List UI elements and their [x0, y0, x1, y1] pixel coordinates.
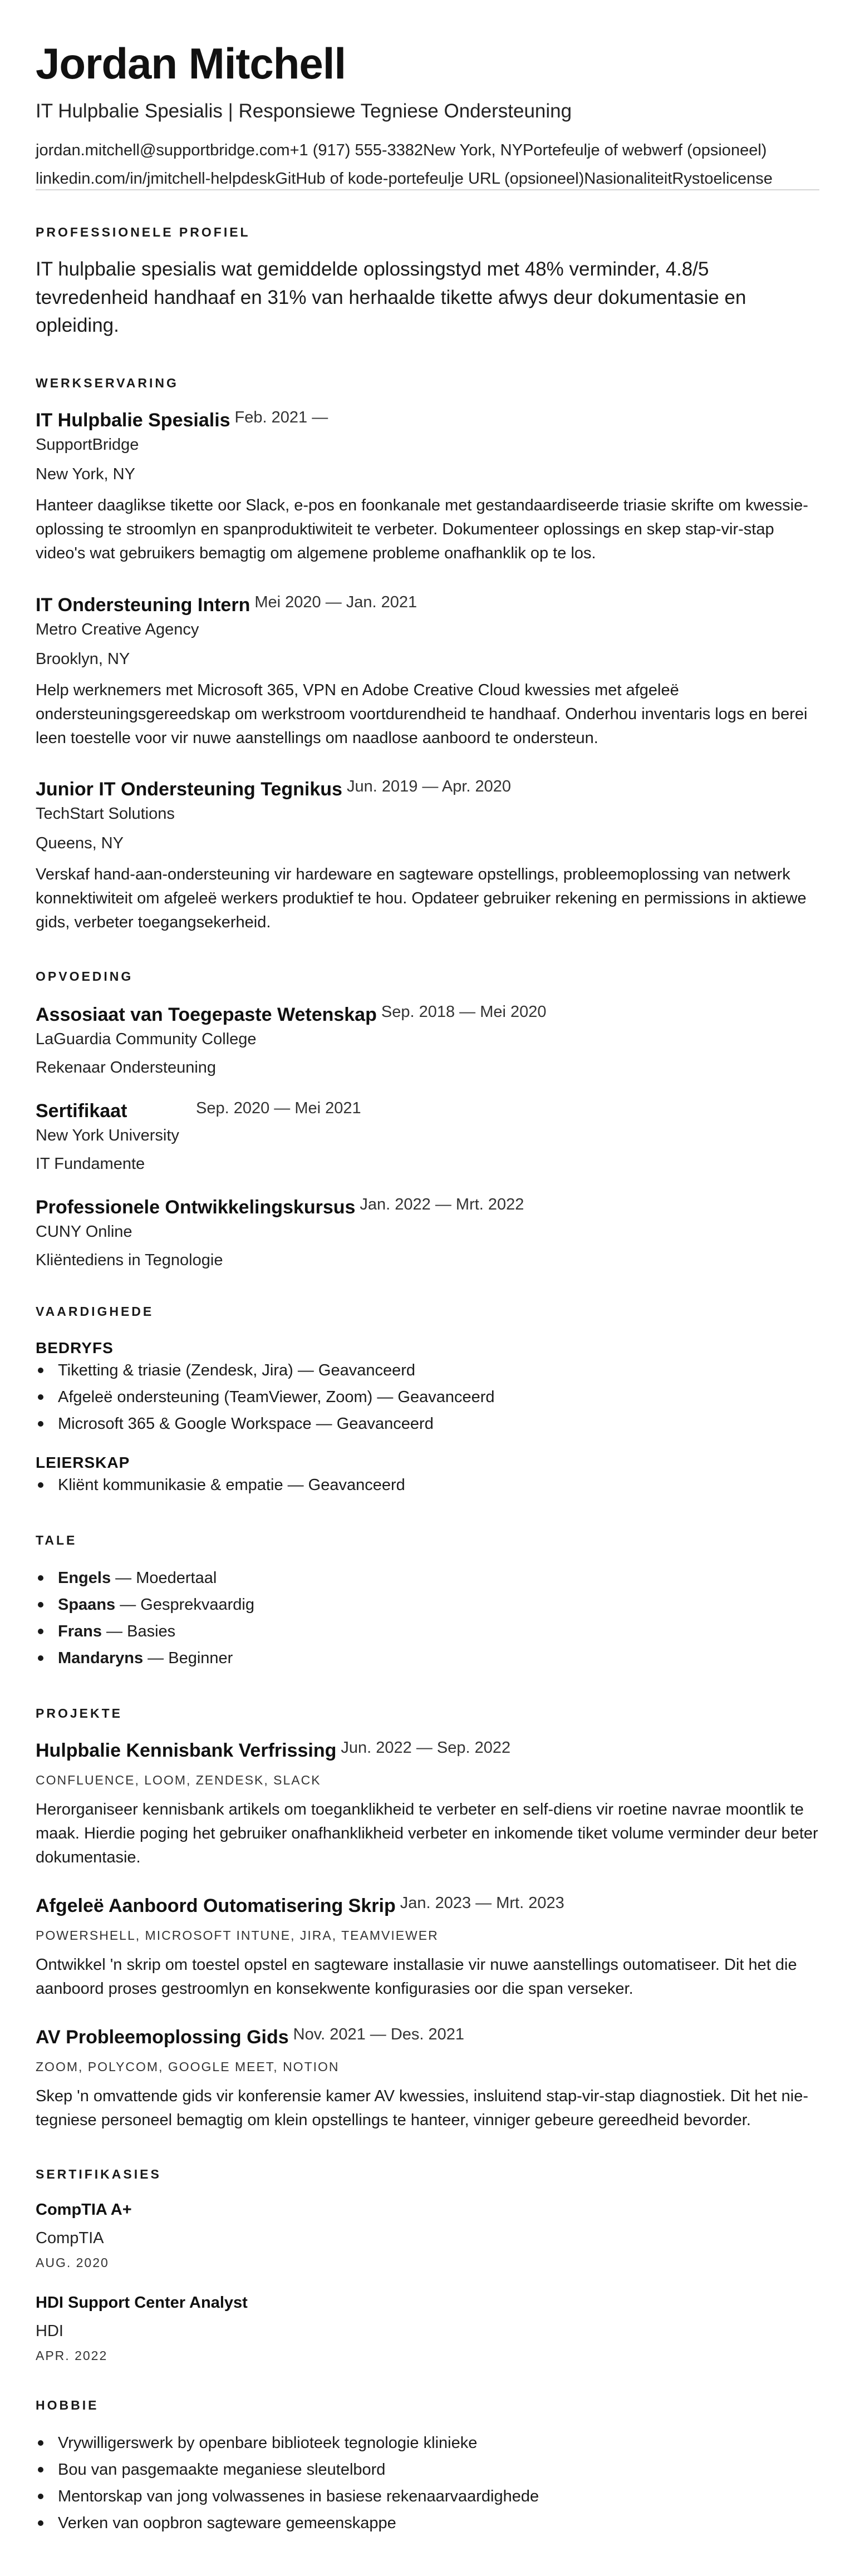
language-list — [36, 1565, 819, 1672]
job-dates: Jun. 2019 — Apr. 2020 — [346, 778, 512, 796]
certification-name: CompTIA A+ — [36, 2200, 132, 2219]
job-company: Metro Creative Agency — [36, 620, 199, 638]
job-location: New York, NY — [36, 465, 135, 484]
education-entry — [36, 1004, 819, 1077]
section-title-projects: PROJEKTE — [36, 1706, 122, 1721]
language-level: — Basies — [101, 1623, 176, 1641]
hobby-item: Verken van oopbron sagteware gemeenskappe — [36, 2510, 819, 2536]
job-dates: Mei 2020 — Jan. 2021 — [254, 593, 417, 611]
certifications-section — [36, 2167, 819, 2363]
project-tech: ZOOM, POLYCOM, GOOGLE MEET, NOTION — [36, 2059, 340, 2074]
language-name: Engels — [58, 1569, 111, 1587]
contact-linkedin[interactable]: linkedin.com/in/jmitchell-helpdesk — [36, 169, 276, 188]
contact-nationality: Nasionaliteit — [584, 169, 672, 188]
hobby-item: Mentorskap van jong volwassenes in basiese rekenaarvaardighede — [36, 2483, 819, 2510]
skill-group-title: BEDRYFS — [36, 1339, 114, 1357]
job-description: Help werknemers met Microsoft 365, VPN en Adobe Creative Cloud kwessies met afgeleë ondersteuningsgereedskap om werkstroom voortdurendheid te handhaaf. Onderhou inventaris logs en berei leen toestelle voor vir nuwe aanstellings om naadlose aanboord te ondersteun. — [36, 681, 808, 747]
skill-list — [36, 1357, 819, 1437]
hobby-item: Bou van pasgemaakte meganiese sleutelbord — [36, 2456, 819, 2483]
project-header — [36, 1895, 819, 1917]
section-title-work: WERKSERVARING — [36, 376, 179, 391]
education-dates: Jan. 2022 — Mrt. 2022 — [360, 1196, 524, 1214]
language-level: — Gesprekvaardig — [115, 1596, 254, 1614]
education-header — [36, 1197, 819, 1218]
education-field: Rekenaar Ondersteuning — [36, 1059, 217, 1077]
resume-header — [36, 40, 819, 190]
certification-name: HDI Support Center Analyst — [36, 2293, 248, 2312]
job-description: Hanteer daaglikse tikette oor Slack, e-pos en foonkanale met gestandaardiseerde triasie skrifte om kwessie-oplossing te stroomlyn en spanproduktiwiteit te verbeter. Dokumenteer oplossings en skep stap-vir-stap video's wat gebruikers bemagtig om algemene probleme onafhanklik op te los. — [36, 496, 808, 562]
job-description: Verskaf hand-aan-ondersteuning vir hardeware en sagteware opstellings, probleemoplossing van netwerk konnektiwiteit om afgeleë werkers produktief te hou. Opdateer gebruiker rekening en permissions in aktiewe gids, verbeter toegangsekerheid. — [36, 866, 807, 932]
project-tech: CONFLUENCE, LOOM, ZENDESK, SLACK — [36, 1773, 321, 1788]
job-entry — [36, 594, 819, 750]
section-title-hobbies: HOBBIE — [36, 2397, 99, 2412]
profile-summary: IT hulpbalie spesialis wat gemiddelde oplossingstyd met 48% verminder, 4.8/5 tevredenheid handhaaf en 31% van herhaalde tikette afwys deur dokumentasie en opleiding. — [36, 258, 746, 337]
skill-item: Microsoft 365 & Google Workspace — Geavanceerd — [36, 1410, 819, 1437]
job-title: Junior IT Ondersteuning Tegnikus — [36, 779, 342, 800]
education-header — [36, 1004, 819, 1026]
project-tech: POWERSHELL, MICROSOFT INTUNE, JIRA, TEAMVIEWER — [36, 1928, 439, 1943]
skill-group — [36, 1454, 819, 1498]
job-location: Queens, NY — [36, 834, 124, 853]
section-title-profile: PROFESSIONELE PROFIEL — [36, 224, 250, 239]
profile-section — [36, 225, 819, 340]
project-title: Afgeleë Aanboord Outomatisering Skrip — [36, 1895, 396, 1916]
contact-email[interactable]: jordan.mitchell@supportbridge.com — [36, 141, 290, 159]
education-entry — [36, 1100, 819, 1173]
project-entry — [36, 1895, 819, 2001]
education-dates: Sep. 2018 — Mei 2020 — [381, 1003, 547, 1021]
section-title-languages: TALE — [36, 1533, 77, 1548]
language-item — [36, 1591, 819, 1618]
projects-section — [36, 1706, 819, 2132]
education-school: CUNY Online — [36, 1223, 132, 1241]
project-dates: Jan. 2023 — Mrt. 2023 — [400, 1894, 564, 1912]
section-title-education: OPVOEDING — [36, 969, 134, 984]
job-company: SupportBridge — [36, 436, 139, 454]
certification-date: APR. 2022 — [36, 2348, 108, 2363]
language-level: — Moedertaal — [111, 1569, 217, 1587]
project-dates: Jun. 2022 — Sep. 2022 — [341, 1739, 511, 1757]
headline: IT Hulpbalie Spesialis | Responsiewe Tegniese Ondersteuning — [36, 100, 572, 122]
contact-row-primary — [36, 141, 819, 160]
project-header — [36, 2027, 819, 2048]
hobby-item: Vrywilligerswerk by openbare biblioteek tegnologie klinieke — [36, 2430, 819, 2456]
project-title: AV Probleemoplossing Gids — [36, 2026, 289, 2048]
project-entry — [36, 1740, 819, 1870]
project-description: Skep 'n omvattende gids vir konferensie kamer AV kwessies, insluitend stap-vir-stap diagnostiek. Dit het nie-tegniese personeel bemagtig om klein opstellings te hanteer, vinniger gebeure gereedheid bevorder. — [36, 2087, 808, 2129]
education-section — [36, 969, 819, 1270]
language-name: Frans — [58, 1623, 102, 1641]
education-school: LaGuardia Community College — [36, 1030, 257, 1049]
language-item — [36, 1645, 819, 1672]
certification-issuer: CompTIA — [36, 2229, 104, 2247]
project-description: Herorganiseer kennisbank artikels om toeganklikheid te verbeter en self-diens vir roetine navrae moontlik te maak. Hierdie poging het gebruiker onafhanklikheid verbeter en inkomende tiket volume verminder deur beter dokumentasie. — [36, 1801, 818, 1867]
job-company: TechStart Solutions — [36, 805, 175, 823]
project-dates: Nov. 2021 — Des. 2021 — [293, 2025, 465, 2043]
contact-row-secondary — [36, 170, 819, 190]
certification-issuer: HDI — [36, 2322, 63, 2340]
job-header — [36, 410, 819, 431]
job-location: Brooklyn, NY — [36, 650, 130, 668]
section-title-skills: VAARDIGHEDE — [36, 1304, 154, 1319]
project-title: Hulpbalie Kennisbank Verfrissing — [36, 1740, 337, 1762]
project-entry — [36, 2027, 819, 2132]
job-header — [36, 594, 819, 616]
education-entry — [36, 1197, 819, 1270]
candidate-name: Jordan Mitchell — [36, 39, 346, 88]
education-degree: Assosiaat van Toegepaste Wetenskap — [36, 1004, 377, 1026]
skill-list — [36, 1472, 819, 1498]
education-degree: Professionele Ontwikkelingskursus — [36, 1197, 356, 1218]
skill-item: Tiketting & triasie (Zendesk, Jira) — Geavanceerd — [36, 1357, 819, 1384]
contact-github[interactable]: GitHub of kode-portefeulje URL (opsioneel) — [275, 169, 584, 188]
job-title: IT Hulpbalie Spesialis — [36, 410, 230, 431]
certification-entry — [36, 2201, 819, 2270]
skills-section — [36, 1304, 819, 1498]
education-dates: Sep. 2020 — Mei 2021 — [196, 1099, 361, 1118]
work-section — [36, 376, 819, 935]
job-dates: Feb. 2021 — — [234, 409, 328, 427]
education-degree: Sertifikaat — [36, 1100, 127, 1122]
language-item — [36, 1565, 819, 1591]
contact-phone[interactable]: +1 (917) 555-3382 — [289, 141, 424, 159]
contact-location: New York, NY — [423, 141, 523, 159]
contact-portfolio[interactable]: Portefeulje of webwerf (opsioneel) — [522, 141, 767, 159]
skill-item: Afgeleë ondersteuning (TeamViewer, Zoom) — Geavanceerd — [36, 1384, 819, 1410]
certification-entry — [36, 2294, 819, 2363]
contact-drivers-license: Rystoelicense — [672, 169, 773, 188]
hobby-list — [36, 2430, 819, 2536]
education-field: Kliëntediens in Tegnologie — [36, 1251, 223, 1270]
skill-group-title: LEIERSKAP — [36, 1454, 130, 1472]
certification-date: AUG. 2020 — [36, 2255, 109, 2270]
job-entry — [36, 410, 819, 566]
language-name: Mandaryns — [58, 1649, 144, 1668]
education-field: IT Fundamente — [36, 1155, 145, 1173]
language-level: — Beginner — [143, 1649, 233, 1668]
skill-group — [36, 1339, 819, 1437]
hobbies-section — [36, 2398, 819, 2536]
job-entry — [36, 779, 819, 935]
language-name: Spaans — [58, 1596, 116, 1614]
job-header — [36, 779, 819, 800]
project-description: Ontwikkel 'n skrip om toestel opstel en sagteware installasie vir nuwe aanstellings outomatiseer. Dit het die aanboord proses gestroomlyn en konsekwente konfigurasies oor die span verseker. — [36, 1955, 797, 1998]
language-item — [36, 1618, 819, 1645]
project-header — [36, 1740, 819, 1762]
job-title: IT Ondersteuning Intern — [36, 594, 250, 616]
skill-item: Kliënt kommunikasie & empatie — Geavanceerd — [36, 1472, 819, 1498]
languages-section — [36, 1533, 819, 1672]
education-header — [36, 1100, 819, 1122]
education-school: New York University — [36, 1127, 179, 1145]
section-title-certifications: SERTIFIKASIES — [36, 2166, 161, 2181]
